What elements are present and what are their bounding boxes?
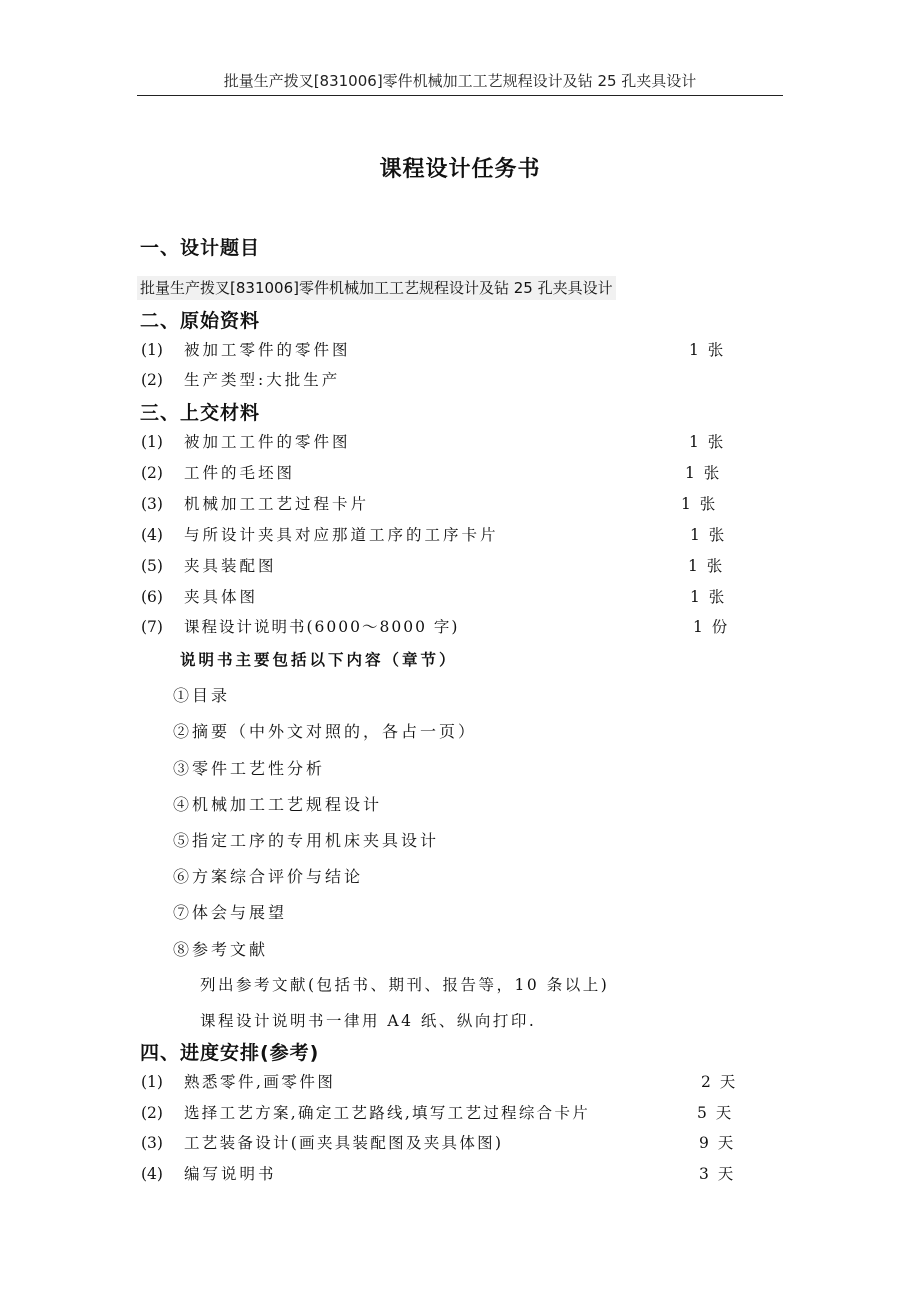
item-text: 生产类型:大批生产 — [184, 371, 341, 389]
item-text: 工件的毛坯图 — [184, 464, 296, 482]
item-number: (3) — [141, 495, 163, 513]
item-text: 与所设计夹具对应那道工序的工序卡片 — [184, 526, 499, 544]
contents-title: 说明书主要包括以下内容（章节） — [180, 650, 458, 669]
item-number: (2) — [141, 1104, 163, 1122]
item-text: 编写说明书 — [184, 1165, 277, 1183]
item-number: (1) — [141, 341, 163, 359]
item-number: (4) — [141, 526, 163, 544]
item-text: 课程设计说明书(6000～8000 字) — [184, 618, 460, 636]
chapter-item: ①目录 — [173, 686, 231, 705]
header-rule — [137, 95, 783, 96]
item-text: 夹具装配图 — [184, 557, 277, 575]
list-item — [141, 431, 726, 453]
page-header: 批量生产拨叉[831006]零件机械加工工艺规程设计及钻 25 孔夹具设计 — [223, 72, 697, 90]
note-line: 列出参考文献(包括书、期刊、报告等，10 条以上) — [200, 976, 610, 994]
item-text: 熟悉零件,画零件图 — [184, 1073, 336, 1091]
document-title: 课程设计任务书 — [379, 157, 541, 182]
item-quantity: 3 天 — [699, 1165, 736, 1183]
chapter-item: ⑥方案综合评价与结论 — [173, 867, 364, 886]
design-topic: 批量生产拨叉[831006]零件机械加工工艺规程设计及钻 25 孔夹具设计 — [137, 276, 616, 300]
item-number: (7) — [141, 618, 163, 636]
item-number: (1) — [141, 1073, 163, 1091]
list-item — [141, 586, 727, 608]
item-number: (6) — [141, 588, 163, 606]
item-text: 被加工零件的零件图 — [184, 341, 351, 359]
item-number: (5) — [141, 557, 163, 575]
list-item — [141, 493, 718, 515]
list-item — [141, 1071, 738, 1093]
item-number: (1) — [141, 433, 163, 451]
item-number: (3) — [141, 1134, 163, 1152]
item-quantity: 1 份 — [693, 618, 730, 636]
section-heading-schedule: 四、进度安排(参考) — [140, 1042, 320, 1064]
list-item — [141, 369, 340, 391]
item-quantity: 1 张 — [689, 433, 726, 451]
section-heading-source-materials: 二、原始资料 — [140, 310, 261, 332]
item-quantity: 1 张 — [690, 526, 727, 544]
list-item — [141, 616, 730, 638]
item-number: (4) — [141, 1165, 163, 1183]
list-item — [141, 524, 727, 546]
item-quantity: 1 张 — [685, 464, 722, 482]
list-item — [141, 1102, 734, 1124]
list-item — [141, 555, 725, 577]
item-number: (2) — [141, 464, 163, 482]
item-quantity: 5 天 — [697, 1104, 734, 1122]
item-text: 被加工工件的零件图 — [184, 433, 351, 451]
item-number: (2) — [141, 371, 163, 389]
chapter-item: ⑦体会与展望 — [173, 903, 288, 922]
item-text: 工艺装备设计(画夹具装配图及夹具体图) — [184, 1134, 504, 1152]
section-heading-deliverables: 三、上交材料 — [140, 402, 261, 424]
item-quantity: 1 张 — [690, 588, 727, 606]
item-quantity: 9 天 — [699, 1134, 736, 1152]
note-line: 课程设计说明书一律用 A4 纸、纵向打印. — [200, 1012, 537, 1030]
chapter-item: ③零件工艺性分析 — [173, 759, 326, 778]
list-item — [141, 1132, 736, 1154]
section-heading-topic: 一、设计题目 — [140, 237, 261, 259]
item-text: 机械加工工艺过程卡片 — [184, 495, 370, 513]
item-quantity: 1 张 — [688, 557, 725, 575]
item-quantity: 2 天 — [701, 1073, 738, 1091]
list-item — [141, 1163, 736, 1185]
list-item — [141, 339, 726, 361]
chapter-item: ⑤指定工序的专用机床夹具设计 — [173, 831, 440, 850]
chapter-item: ②摘要（中外文对照的，各占一页） — [173, 722, 478, 741]
item-text: 夹具体图 — [184, 588, 259, 606]
item-quantity: 1 张 — [681, 495, 718, 513]
chapter-item: ④机械加工工艺规程设计 — [173, 795, 383, 814]
item-text: 选择工艺方案,确定工艺路线,填写工艺过程综合卡片 — [184, 1104, 591, 1122]
chapter-item: ⑧参考文献 — [173, 940, 269, 959]
list-item — [141, 462, 722, 484]
item-quantity: 1 张 — [689, 341, 726, 359]
